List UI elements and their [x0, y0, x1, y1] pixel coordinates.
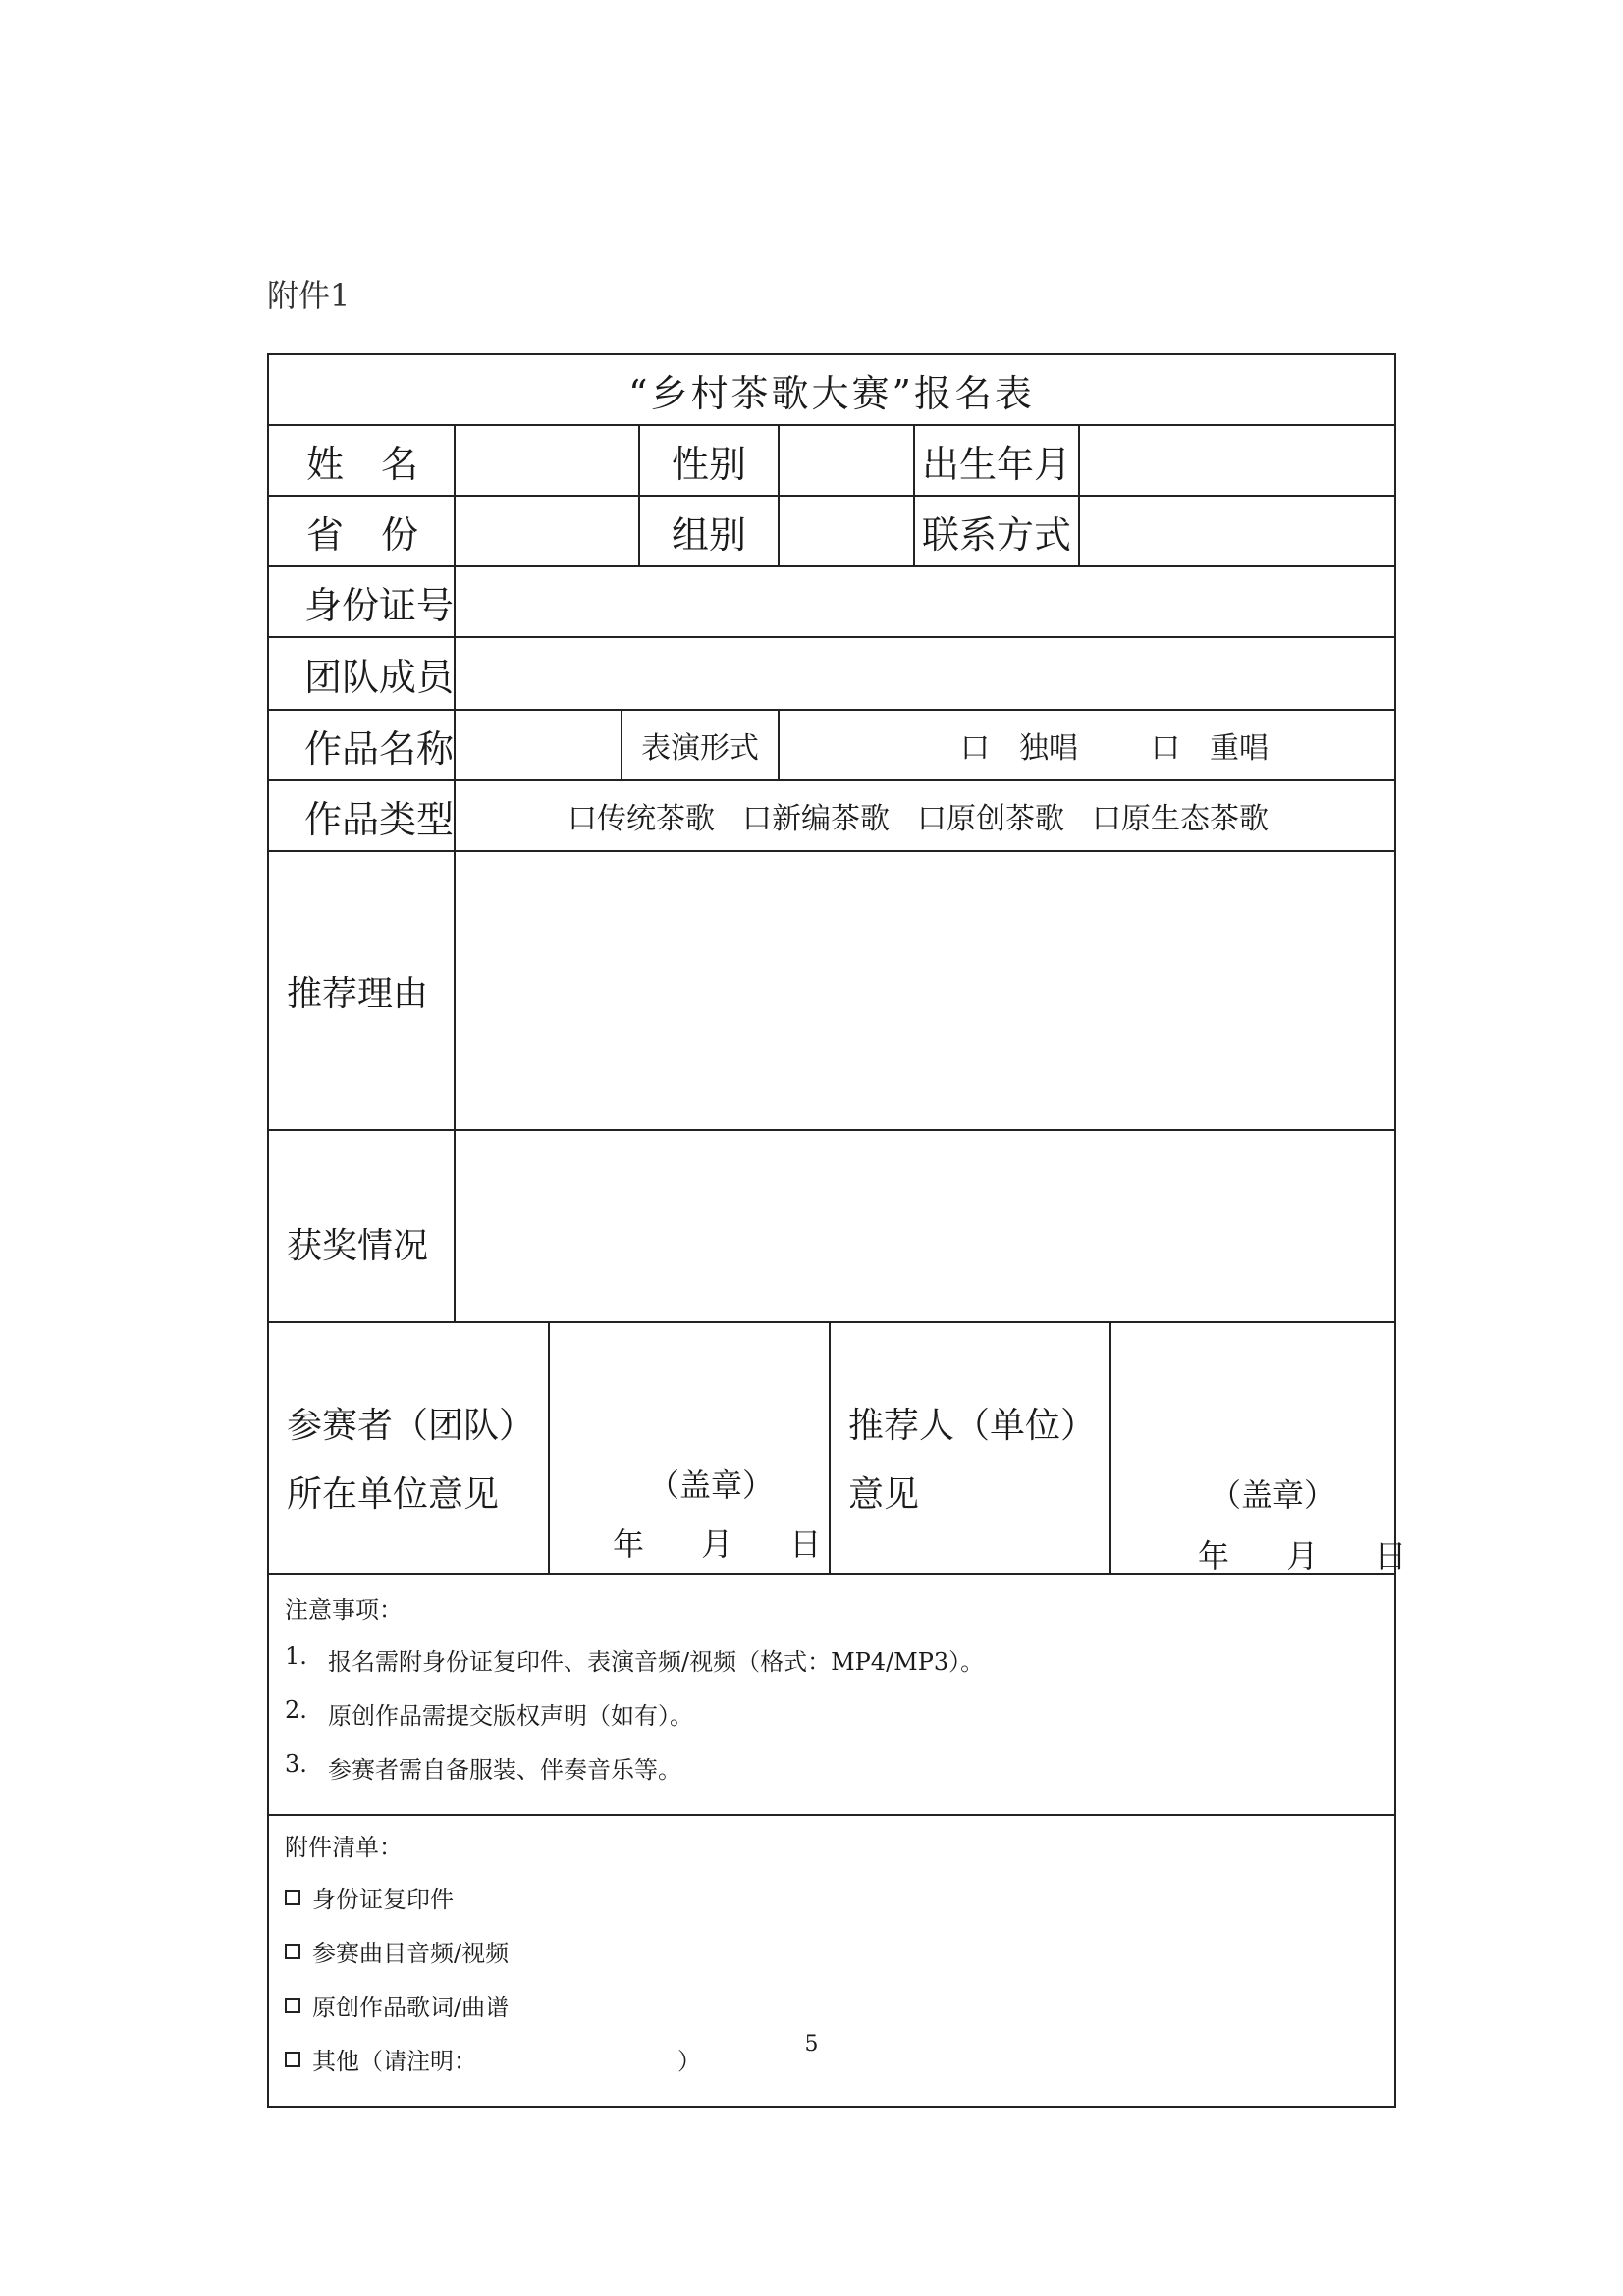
attachment-item[interactable]: [285, 1934, 701, 1968]
day-label: 日: [1375, 1537, 1407, 1575]
note-number: 2.: [285, 1696, 307, 1724]
gender-field[interactable]: [780, 426, 915, 495]
page-number: 5: [804, 2032, 819, 2056]
row-province: [269, 497, 1394, 567]
note-text: 参赛者需自备服装、伴奏音乐等。: [328, 1756, 681, 1784]
type-option-original[interactable]: 口原创茶歌: [917, 802, 1064, 836]
reason-label: 推荐理由: [269, 852, 456, 1129]
note-item: [285, 1642, 984, 1677]
attachment-text: 参赛曲目音频/视频: [312, 1940, 510, 1967]
day-label: 日: [789, 1525, 822, 1563]
row-name: [269, 426, 1394, 497]
gender-label: 性别: [640, 426, 780, 495]
recommender-opinion-line1: 推荐人（单位）: [848, 1406, 1097, 1446]
row-attachments: [269, 1816, 1394, 2106]
contact-field[interactable]: [1080, 497, 1394, 565]
year-label: 年: [1198, 1537, 1230, 1575]
row-reason: [269, 852, 1394, 1131]
group-field[interactable]: [780, 497, 915, 565]
type-option-ecological[interactable]: 口原生态茶歌: [1092, 802, 1269, 836]
recommender-stamp-area[interactable]: [1111, 1323, 1407, 1575]
note-number: 1.: [285, 1642, 307, 1670]
month-label: 月: [1286, 1537, 1319, 1575]
row-opinion: [269, 1323, 1407, 1575]
participant-opinion-line2: 所在单位意见: [287, 1474, 500, 1515]
participant-opinion-line1: 参赛者（团队）: [287, 1406, 535, 1446]
participant-stamp-area[interactable]: [550, 1323, 831, 1573]
attachments-section: [269, 1816, 719, 2106]
team-field[interactable]: [456, 638, 1394, 709]
row-work: [269, 711, 1394, 781]
note-item: [285, 1696, 984, 1731]
recommender-date: [1174, 1531, 1430, 1576]
name-label: 姓 名: [269, 426, 456, 495]
registration-form: [267, 353, 1407, 2108]
note-text: 报名需附身份证复印件、表演音频/视频（格式：MP4/MP3）。: [328, 1648, 985, 1676]
attachment-text: 其他（请注明： ）: [312, 2048, 701, 2075]
contact-label: 联系方式: [915, 497, 1080, 565]
note-number: 3.: [285, 1750, 307, 1778]
perf-option-ensemble[interactable]: 口 重唱: [1151, 731, 1269, 766]
id-field[interactable]: [456, 567, 1394, 636]
attachment-item[interactable]: [285, 1988, 701, 2022]
attachment-label: 附件1: [267, 277, 351, 314]
note-item: [285, 1750, 984, 1785]
row-team: [269, 638, 1394, 711]
year-label: 年: [613, 1525, 645, 1563]
birth-field[interactable]: [1080, 426, 1394, 495]
recommender-opinion-label: [831, 1323, 1111, 1573]
province-label: 省 份: [269, 497, 456, 565]
type-option-new[interactable]: 口新编茶歌: [742, 802, 890, 836]
work-name-label: 作品名称: [269, 711, 456, 779]
row-award: [269, 1131, 1394, 1323]
perf-label: 表演形式: [622, 711, 780, 779]
notes-title: 注意事项：: [285, 1596, 403, 1624]
perf-option-solo[interactable]: 口 独唱: [960, 731, 1078, 766]
participant-stamp: （盖章）: [648, 1467, 775, 1504]
attachment-item[interactable]: [285, 1880, 701, 1914]
group-label: 组别: [640, 497, 780, 565]
work-name-field[interactable]: [456, 711, 622, 779]
award-field[interactable]: [456, 1131, 1394, 1321]
type-label: 作品类型: [269, 781, 456, 850]
type-option-traditional[interactable]: 口传统茶歌: [568, 802, 715, 836]
attachment-text: 身份证复印件: [312, 1886, 454, 1913]
form-title: “乡村茶歌大赛”报名表: [269, 355, 1394, 426]
recommender-stamp: （盖章）: [1210, 1476, 1336, 1514]
type-options: [456, 781, 1394, 850]
participant-opinion-label: [269, 1323, 550, 1573]
row-type: [269, 781, 1394, 852]
team-label: 团队成员: [269, 638, 456, 709]
id-label: 身份证号: [269, 567, 456, 636]
checkbox-icon[interactable]: [285, 1944, 300, 1959]
note-text: 原创作品需提交版权声明（如有）。: [328, 1702, 693, 1730]
attachments-title: 附件清单：: [285, 1834, 403, 1861]
award-label: 获奖情况: [269, 1131, 456, 1321]
row-id: [269, 567, 1394, 638]
checkbox-icon[interactable]: [285, 1890, 300, 1905]
notes-section: [269, 1575, 1001, 1814]
checkbox-icon[interactable]: [285, 1998, 300, 2013]
name-field[interactable]: [456, 426, 640, 495]
perf-options: [780, 711, 1394, 779]
attachment-text: 原创作品歌词/曲谱: [312, 1994, 510, 2021]
month-label: 月: [701, 1525, 733, 1563]
birth-label: 出生年月: [915, 426, 1080, 495]
recommender-opinion-line2: 意见: [848, 1474, 920, 1515]
province-field[interactable]: [456, 497, 640, 565]
row-notes: [269, 1575, 1394, 1816]
reason-field[interactable]: [456, 852, 1394, 1129]
participant-date: [589, 1520, 844, 1565]
